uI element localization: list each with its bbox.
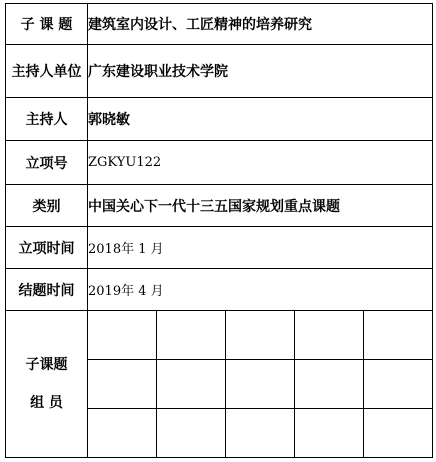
member-cell (226, 311, 295, 360)
value-host-unit: 广东建设职业技术学院 (88, 45, 433, 98)
value-subtopic: 建筑室内设计、工匠精神的培养研究 (88, 4, 433, 45)
label-completion-time: 结题时间 (6, 269, 88, 311)
label-approval-time: 立项时间 (6, 227, 88, 269)
member-cell (364, 409, 433, 458)
project-info-table (5, 3, 433, 458)
label-project-number: 立项号 (6, 141, 88, 185)
label-subtopic: 子 课 题 (6, 4, 88, 45)
project-info-sheet (5, 3, 432, 457)
member-cell (226, 360, 295, 409)
member-cell (295, 311, 364, 360)
member-cell (88, 409, 157, 458)
member-cell (157, 360, 226, 409)
label-members-line2: 组 员 (30, 395, 63, 411)
row-category (6, 185, 433, 227)
value-completion-time: 2019年 4 月 (88, 269, 433, 311)
members-row-1 (6, 311, 433, 360)
member-cell (364, 311, 433, 360)
member-cell (295, 360, 364, 409)
label-members-line1: 子课题 (25, 357, 68, 373)
member-cell (157, 311, 226, 360)
member-cell (88, 360, 157, 409)
member-cell (88, 311, 157, 360)
value-project-number: ZGKYU122 (88, 141, 433, 185)
value-host: 郭晓敏 (88, 98, 433, 141)
row-completion-time (6, 269, 433, 311)
row-host (6, 98, 433, 141)
label-members (6, 311, 88, 458)
row-project-number (6, 141, 433, 185)
label-category: 类别 (6, 185, 88, 227)
member-cell (157, 409, 226, 458)
row-subtopic (6, 4, 433, 45)
row-approval-time (6, 227, 433, 269)
label-host-unit: 主持人单位 (6, 45, 88, 98)
member-cell (226, 409, 295, 458)
member-cell (364, 360, 433, 409)
value-approval-time: 2018年 1 月 (88, 227, 433, 269)
value-category: 中国关心下一代十三五国家规划重点课题 (88, 185, 433, 227)
label-host: 主持人 (6, 98, 88, 141)
row-host-unit (6, 45, 433, 98)
member-cell (295, 409, 364, 458)
